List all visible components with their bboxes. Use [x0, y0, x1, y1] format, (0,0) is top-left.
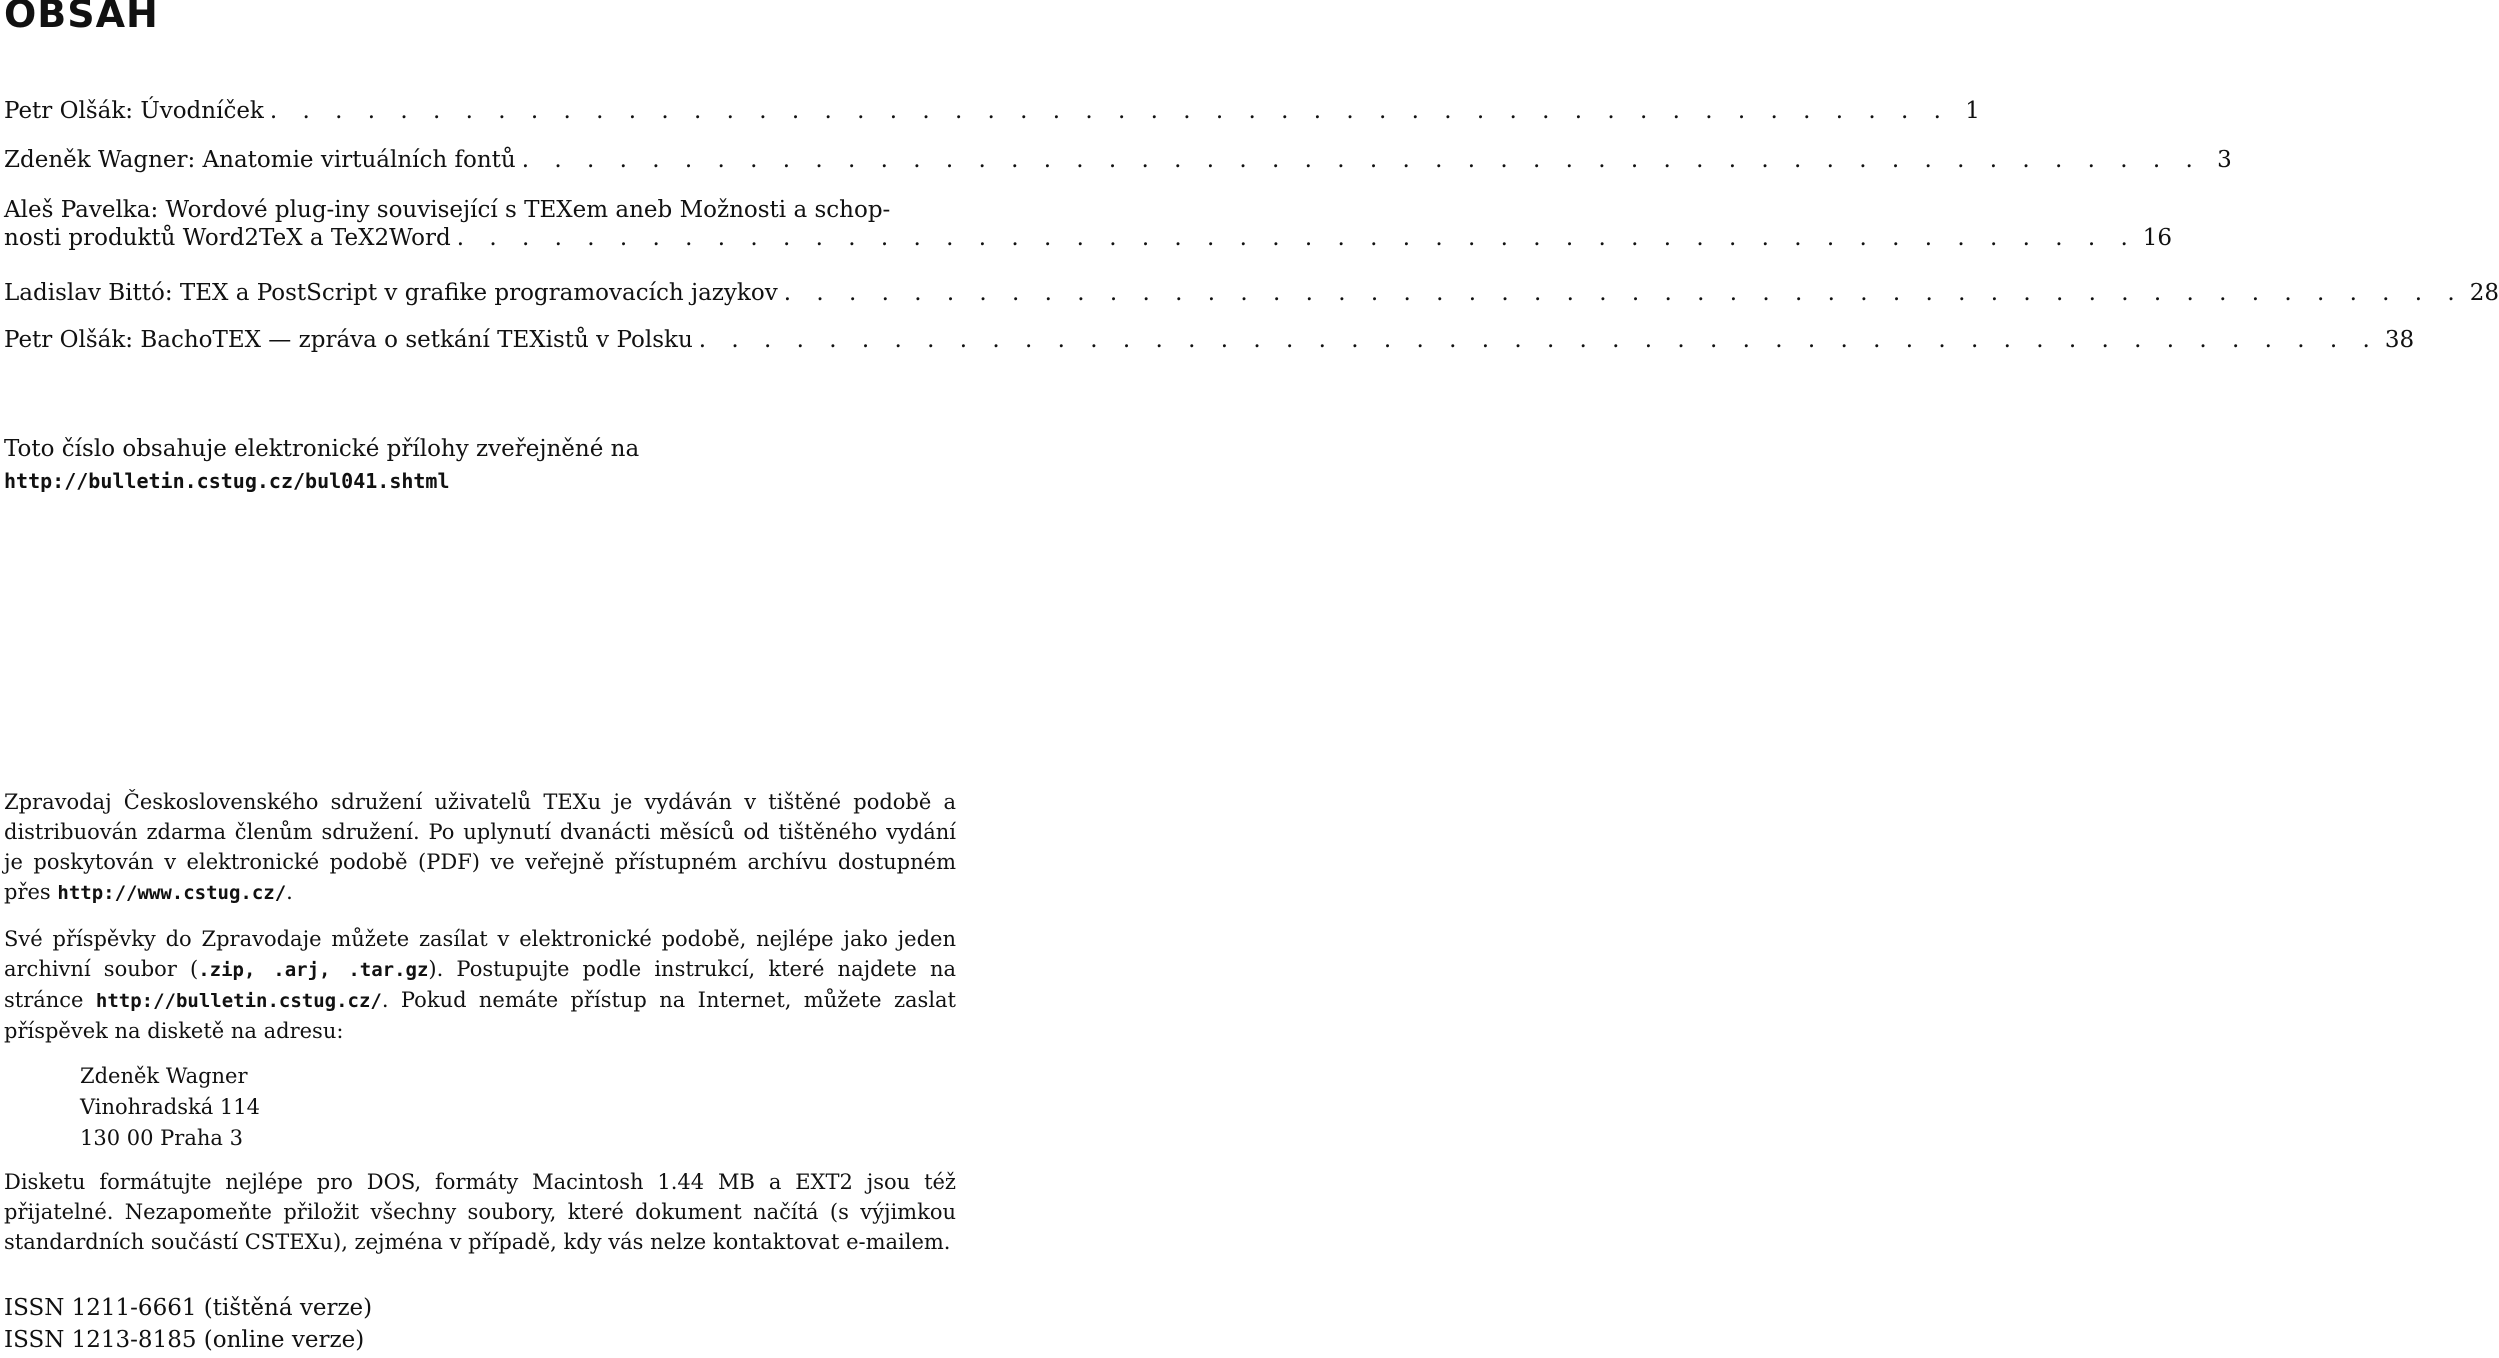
- toc-entry[interactable]: [4, 326, 2415, 354]
- toc-entry-title: Zdeněk Wagner: Anatomie virtuálních fontů: [4, 147, 516, 173]
- disk-format-info: Disketu formátujte nejlépe pro DOS, formáty Macintosh 1.44 MB a EXT2 jsou též přijatelné. Nezapomeňte přiložit všechny soubory, které dokument načítá (s výjimkou standardních součástí CSTEXu), zejména v případě, kdy vás nelze kontaktovat e-mailem.: [4, 1170, 956, 1254]
- toc-entry[interactable]: [4, 146, 2232, 174]
- toc-entry-page: 1: [1965, 98, 1980, 124]
- toc-leader-dots: . . . . . . . . . . . . . . . . . . . . . . . . . . . . . . . . . . . . . . . . . . . . . . . . . . . .: [269, 98, 1950, 124]
- toc-leader-dots: . . . . . . . . . . . . . . . . . . . . . . . . . . . . . . . . . . . . . . . . . . . . . . . . . . . .: [521, 147, 2202, 173]
- toc-entry-title: Ladislav Bittó: TEX a PostScript v grafike programovacích jazykov: [4, 280, 778, 306]
- attachments-note: [4, 433, 956, 497]
- toc-entry-title: nosti produktů Word2TeX a TeX2Word: [4, 225, 451, 251]
- info-paragraph-2c: . Pokud nemáte přístup na Internet, můžete zaslat příspěvek na disketě na adresu:: [4, 988, 956, 1043]
- info-paragraph-1-end: .: [286, 880, 293, 904]
- address-line: 130 00 Praha 3: [80, 1126, 243, 1150]
- toc-entry-title: Petr Olšák: BachoTEX — zpráva o setkání TEXistů v Polsku: [4, 327, 693, 353]
- toc-entry-page: 3: [2217, 147, 2232, 173]
- toc-leader-dots: . . . . . . . . . . . . . . . . . . . . . . . . . . . . . . . . . . . . . . . . . . . . . . . . . . . .: [783, 280, 2464, 306]
- toc-leader-dots: . . . . . . . . . . . . . . . . . . . . . . . . . . . . . . . . . . . . . . . . . . . . . . . . . . . .: [698, 327, 2379, 353]
- info-paragraph-2b: ). Postupujte podle instrukcí, které najdete na stránce: [4, 957, 956, 1012]
- toc-entry-page: 16: [2142, 225, 2173, 251]
- publication-info: [4, 787, 956, 908]
- address-line: Zdeněk Wagner: [80, 1064, 248, 1088]
- address-line: Vinohradská 114: [80, 1095, 260, 1119]
- toc-leader-dots: . . . . . . . . . . . . . . . . . . . . . . . . . . . . . . . . . . . . . . . . . . . . . . . . . . . .: [456, 225, 2137, 251]
- archive-link[interactable]: http://www.cstug.cz/: [57, 882, 287, 904]
- toc-entry-title: Petr Olšák: Úvodníček: [4, 98, 264, 124]
- toc-entry-line2: [4, 224, 2173, 252]
- toc-entry[interactable]: [4, 97, 1980, 125]
- page-title: OBSAH: [4, 0, 159, 36]
- toc-entry-page: 38: [2384, 327, 2415, 353]
- issn-block: [4, 1292, 372, 1356]
- toc-entry[interactable]: [4, 196, 2173, 252]
- bulletin-link[interactable]: http://bulletin.cstug.cz/: [95, 990, 382, 1012]
- info-paragraph-1: Zpravodaj Československého sdružení uživatelů TEXu je vydáván v tištěné podobě a distribuován zdarma členům sdružení. Po uplynutí dvanácti měsíců od tištěného vydání je poskytován v elektronické podobě (PDF) ve veřejně přístupném archívu dostupném přes: [4, 790, 956, 904]
- submission-info: [4, 924, 956, 1046]
- toc-entry-title-line1: Aleš Pavelka: Wordové plug-iny související s TEXem aneb Možnosti a schop-: [4, 197, 891, 223]
- issn-online: ISSN 1213-8185 (online verze): [4, 1327, 365, 1353]
- attachments-link[interactable]: http://bulletin.cstug.cz/bul041.shtml: [4, 469, 450, 493]
- attachments-text: Toto číslo obsahuje elektronické přílohy zveřejněné na: [4, 436, 640, 462]
- toc-entry[interactable]: [4, 279, 2499, 307]
- toc-entry-page: 28: [2469, 280, 2499, 306]
- info-paragraph-2a: Své příspěvky do Zpravodaje můžete zasílat v elektronické podobě, nejlépe jako jeden archivní soubor (: [4, 927, 956, 981]
- postal-address: [80, 1061, 260, 1154]
- issn-print: ISSN 1211-6661 (tištěná verze): [4, 1295, 373, 1321]
- archive-formats: .zip, .arj, .tar.gz: [198, 959, 429, 981]
